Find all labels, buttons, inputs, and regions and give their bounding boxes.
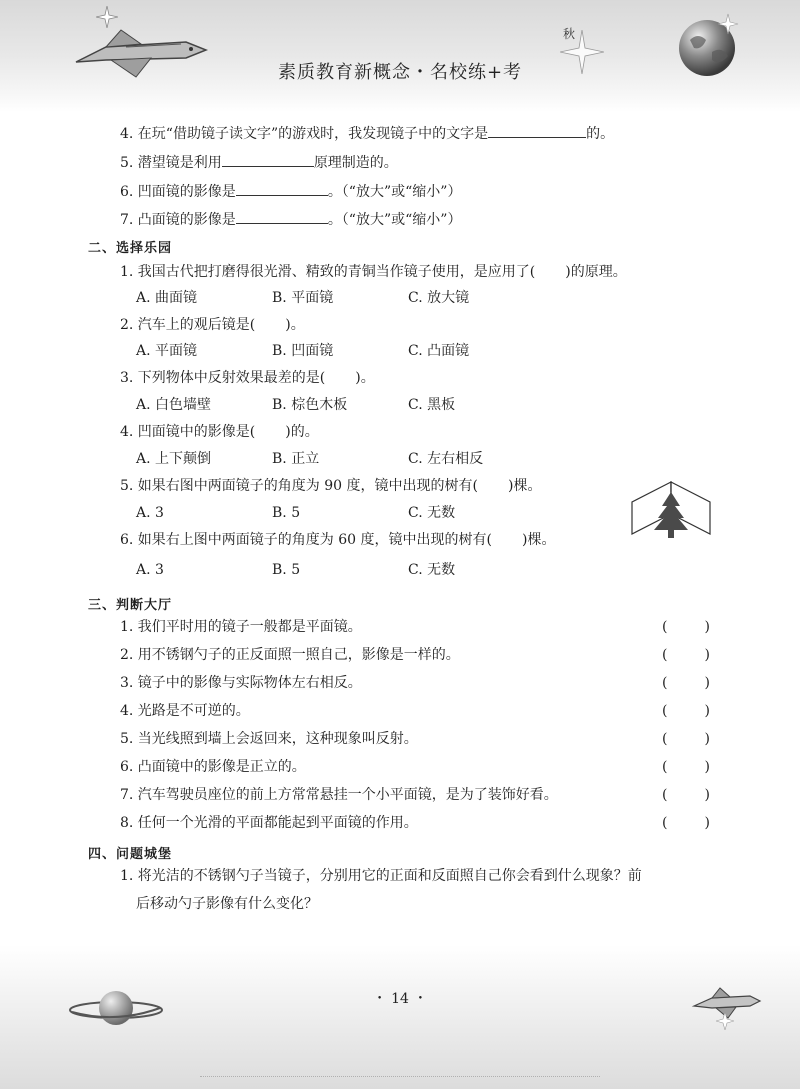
choice-question-1: 1. 我国古代把打磨得很光滑、精致的青铜当作镜子使用，是应用了( )的原理。 xyxy=(120,264,627,280)
option-a[interactable]: A. 上下颠倒 xyxy=(136,451,212,467)
option-c[interactable]: C. 无数 xyxy=(408,562,456,578)
qa-question-line: 后移动勺子影像有什么变化？ xyxy=(136,896,318,912)
answer-blank[interactable] xyxy=(488,122,586,138)
option-b[interactable]: B. 5 xyxy=(272,505,301,521)
judge-statement: 4. 光路是不可逆的。 xyxy=(120,703,250,719)
mirror-tree-figure xyxy=(628,478,714,544)
section-heading-choice: 二、选择乐园 xyxy=(88,241,173,256)
section-heading-judge: 三、判断大厅 xyxy=(88,598,173,613)
judge-answer-box[interactable]: ( ) xyxy=(662,815,710,831)
fill-question-5: 5. 潜望镜是利用 原理制造的。 xyxy=(120,151,398,173)
fill-question-4: 4. 在玩“借助镜子读文字”的游戏时，我发现镜子中的文字是 的。 xyxy=(120,122,614,144)
option-b[interactable]: B. 凹面镜 xyxy=(272,343,334,359)
option-c[interactable]: C. 黑板 xyxy=(408,397,456,413)
choice-question-6: 6. 如果右上图中两面镜子的角度为 60 度，镜中出现的树有( )棵。 xyxy=(120,532,556,548)
choice-question-4: 4. 凹面镜中的影像是( )的。 xyxy=(120,424,319,440)
season-label: 秋 xyxy=(562,27,575,41)
option-a[interactable]: A. 曲面镜 xyxy=(136,290,198,306)
option-a[interactable]: A. 3 xyxy=(136,505,164,521)
judge-answer-box[interactable]: ( ) xyxy=(662,759,710,775)
page-edge-line xyxy=(200,1076,600,1087)
judge-statement: 5. 当光线照到墙上会返回来，这种现象叫反射。 xyxy=(120,731,418,747)
judge-answer-box[interactable]: ( ) xyxy=(662,647,710,663)
sparkle-icon xyxy=(96,6,118,28)
option-b[interactable]: B. 平面镜 xyxy=(272,290,334,306)
answer-blank[interactable] xyxy=(236,180,328,196)
judge-statement: 1. 我们平时用的镜子一般都是平面镜。 xyxy=(120,619,362,635)
answer-blank[interactable] xyxy=(236,208,328,224)
header-title: 素质教育新概念・名校练+考 xyxy=(277,62,523,83)
choice-question-5: 5. 如果右图中两面镜子的角度为 90 度，镜中出现的树有( )棵。 xyxy=(120,478,542,494)
choice-question-2: 2. 汽车上的观后镜是( )。 xyxy=(120,317,305,333)
answer-blank[interactable] xyxy=(222,151,314,167)
option-b[interactable]: B. 正立 xyxy=(272,451,320,467)
page-number: ・ 14 ・ xyxy=(372,991,428,1007)
fill-question-6: 6. 凹面镜的影像是 。（“放大”或“缩小”） xyxy=(120,180,461,202)
option-c[interactable]: C. 放大镜 xyxy=(408,290,470,306)
option-b[interactable]: B. 5 xyxy=(272,562,301,578)
judge-statement: 6. 凸面镜中的影像是正立的。 xyxy=(120,759,306,775)
option-c[interactable]: C. 凸面镜 xyxy=(408,343,470,359)
fill-question-7: 7. 凸面镜的影像是 。（“放大”或“缩小”） xyxy=(120,208,461,230)
option-a[interactable]: A. 平面镜 xyxy=(136,343,198,359)
sparkle-icon xyxy=(716,1012,734,1030)
judge-answer-box[interactable]: ( ) xyxy=(662,619,710,635)
judge-answer-box[interactable]: ( ) xyxy=(662,731,710,747)
qa-question-line: 1. 将光洁的不锈钢勺子当镜子，分别用它的正面和反面照自己你会看到什么现象？前 xyxy=(120,868,642,884)
section-heading-qa: 四、问题城堡 xyxy=(88,847,173,862)
option-a[interactable]: A. 3 xyxy=(136,562,164,578)
judge-statement: 7. 汽车驾驶员座位的前上方常常悬挂一个小平面镜，是为了装饰好看。 xyxy=(120,787,558,803)
judge-answer-box[interactable]: ( ) xyxy=(662,703,710,719)
option-a[interactable]: A. 白色墙壁 xyxy=(136,397,212,413)
option-b[interactable]: B. 棕色木板 xyxy=(272,397,348,413)
judge-answer-box[interactable]: ( ) xyxy=(662,787,710,803)
judge-answer-box[interactable]: ( ) xyxy=(662,675,710,691)
option-c[interactable]: C. 无数 xyxy=(408,505,456,521)
judge-statement: 3. 镜子中的影像与实际物体左右相反。 xyxy=(120,675,362,691)
option-c[interactable]: C. 左右相反 xyxy=(408,451,484,467)
judge-statement: 2. 用不锈钢勺子的正反面照一照自己，影像是一样的。 xyxy=(120,647,460,663)
judge-statement: 8. 任何一个光滑的平面都能起到平面镜的作用。 xyxy=(120,815,418,831)
choice-question-3: 3. 下列物体中反射效果最差的是( )。 xyxy=(120,370,375,386)
